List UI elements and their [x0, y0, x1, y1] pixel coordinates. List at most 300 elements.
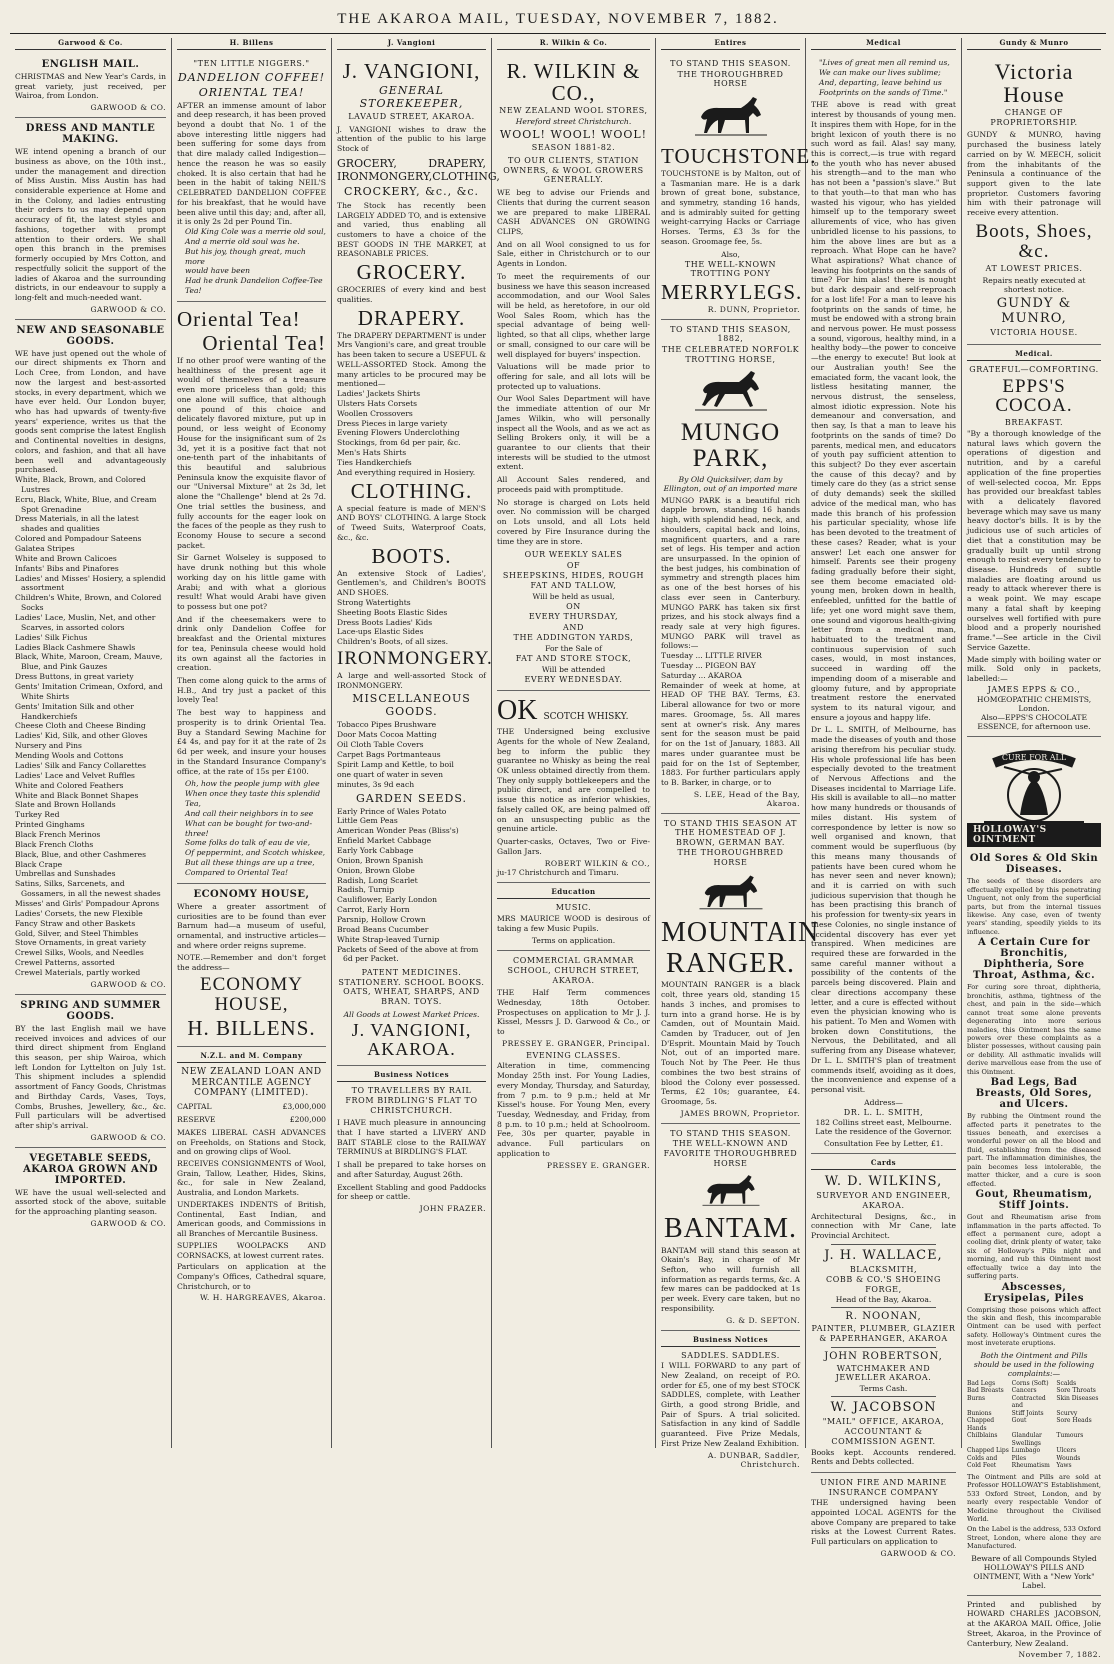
ad-body: WE have the usual well-selected and assorted stock of the above, suitable for the approaching planting season. [15, 1187, 166, 1217]
card-name: J. H. WALLACE, [824, 1247, 943, 1263]
schedule-item: Saturday ... AKAROA [661, 670, 742, 680]
section-drapery: DRAPERY. [357, 305, 466, 330]
table-cell: Wounds [1056, 1454, 1081, 1462]
table-row [967, 1395, 1101, 1410]
ad-body: I WILL FORWARD to any part of New Zealand, on receipt of P.O. order for £5, one of my best STOCK SADDLES, complete, with Leather Girth, a good strong Bridle, and Pair of Spurs. A trial solicited. Satisfaction in any kind of Saddle guaranteed. Five Prize Medals, First Prize New Zealand Exhibition. [661, 1361, 800, 1448]
list-item: Galatea Stripes [15, 544, 75, 554]
card-name: W. D. WILKINS, [824, 1174, 943, 1190]
ad-body: "By a thorough knowledge of the natural laws which govern the operations of digestion and nutrition, and by a careful application of the fine properties of well-selected cocoa, Mr. Epps has provided our breakfast tables with a delicately flavored beverage which may save us many heavy doctor's bills. It is by the judicious use of such articles of diet that a constitution may be gradually built up until strong enough to resist every tendency to disease. Hundreds of subtle maladies are floating around us ready to attack wherever there is a weak point. We may escape many a fatal shaft by keeping ourselves well fortified with pure blood and a properly nourished frame."—See article in the Civil Service Gazette. [967, 428, 1101, 652]
holloway-figure [967, 745, 1101, 847]
verse [177, 779, 326, 878]
horse-name: MUNGO PARK, [680, 419, 781, 473]
ad-body: The best way to happiness and prosperity is to drink Oriental Tea. Buy a Standard Sewing Machine for £4 4s, and pay for it at the rate of 2s 6d per week, and insure your houses in the Standard Insurance Company's office, at the rate of 15s per £100. [177, 708, 326, 776]
masthead-title: THE AKAROA MAIL, TUESDAY, NOVEMBER 7, 1882. [337, 11, 779, 27]
ad-signature: PRESSEY E. GRANGER. [546, 1160, 650, 1170]
table-cell: Piles [1011, 1454, 1027, 1462]
ad-signature: GARWOOD & CO. [880, 1548, 956, 1558]
misc-list [337, 720, 486, 789]
list-item: Mending Wools and Cottons [15, 751, 124, 761]
section-ironmongery: IRONMONGERY. [337, 648, 493, 670]
of: OF [566, 560, 581, 570]
lowest-prices: AT LOWEST PRICES. [985, 263, 1083, 273]
reserve-row [177, 1115, 326, 1125]
drapery-list [337, 389, 486, 478]
ad-title: MUSIC. [555, 903, 592, 913]
ad-signature-line: ju-17 Christchurch and Timaru. [497, 867, 619, 877]
ad-english-mail [15, 54, 166, 118]
ad-body: BANTAM will stand this season at Okain's Bay, in charge of Mr Sefton, who will furnish all information as regards terms, &c. A few mares can be paddocked at 1s per week. Every care taken, but no responsibility. [661, 1245, 800, 1313]
column-header: J. Vangioni [337, 38, 486, 50]
section-title: Bad Legs, Bad Breasts, Old Sores, and Ulcers. [975, 1077, 1093, 1111]
table-cell: Chapped Hands [967, 1417, 995, 1432]
card-title: COBB & CO.'S SHOEING FORGE, [825, 1275, 942, 1294]
ad-signature: R. DUNN, Proprietor. [707, 304, 800, 314]
ad-body: Made simply with boiling water or milk. Sold only in packets, labelled:— [967, 654, 1101, 683]
list-item: Onion, Brown Globe [337, 865, 415, 875]
schedule-item: Tuesday ... LITTLE RIVER [661, 651, 762, 661]
doctor-address: 182 Collins street east, Melbourne. [815, 1118, 952, 1128]
ad-body: All Account Sales rendered, and proceeds paid with promptitude. [497, 475, 650, 494]
boots-title: Boots, Shoes, &c. [975, 220, 1093, 262]
list-item: Black French Merinos [15, 829, 101, 839]
list-item: Cheese Cloth and Cheese Binding [15, 721, 146, 731]
ad-note: NOTE.—Remember and don't forget the address— [177, 953, 326, 973]
column-header: H. Billens [177, 38, 326, 50]
section-title: Old Sores & Old Skin Diseases. [969, 853, 1099, 876]
ad-body: THE undersigned having been appointed LOCAL AGENTS for the above Company are prepared to take risks at the Lowest Current Rates. Full particulars on application to [811, 1498, 956, 1547]
ad-body: The Ointment and Pills are sold at Professor HOLLOWAY'S Establishment, 533 Oxford Street, London, and by nearly every respectable Vendor of Medicine throughout the Civilised World. [967, 1472, 1101, 1523]
table-cell: Contracted and [1011, 1394, 1046, 1410]
horse-figure [661, 93, 800, 141]
ad-body: THE Undersigned being exclusive Agents for the whole of New Zealand, beg to inform the public they guarantee no Whisky as being the real OK unless obtained directly from them. They only supply bottlekeepers and the public direct, and are compelled to issue this notice as inferior whiskies, falsely called OK, are being palmed off on an unsuspecting public as the genuine article. [497, 727, 650, 834]
schedule-item: Tuesday ... PIGEON BAY [661, 661, 756, 671]
list-item: Early Prince of Wales Potato [337, 806, 447, 816]
ad-title: DRESS AND MANTLE MAKING. [25, 123, 156, 146]
ad-victoria-house [967, 54, 1101, 345]
ad-title: SPRING AND SUMMER GOODS. [20, 999, 161, 1022]
list-item: Black Crape [15, 859, 63, 869]
reserve-label: RESERVE [177, 1115, 216, 1125]
verse-line: We can make our lives sublime; [819, 67, 941, 77]
list-item: Children's White, Brown, and Colored Socks [15, 593, 162, 613]
list-item: Fancy Straw and other Baskets [15, 918, 136, 928]
card-title: WATCHMAKER AND JEWELLER AKAROA. [835, 1363, 932, 1383]
list-item: Ladies' Corsets, the new Flexible [15, 908, 143, 918]
complaints-table [967, 1380, 1101, 1470]
ad-body: MOUNTAIN RANGER is a black colt, three years old, standing 15 hands 3 inches, and promises to turn into a grand horse. He is by Camden, out of Mountain Maid. Camden by Traducer, out of Jen D'Esprit. Mountain Maid by Touch Not, out of an imported mare. Touch Not by The Peer. He thus combines the two best strains of blood the Colony ever possessed. Terms, £2 10s; guarantee, £4. Groomage, 5s. [661, 980, 800, 1107]
ad-body: To meet the requirements of our business we have this season increased accommodation, and our Wool Sales will be held, as heretofore, in our old Wool Sales Room, which has the special advantage of being well-lighted, so that all clips, whether large or small, consigned to our care will be well displayed for buyers' inspection. [497, 271, 650, 359]
ad-body: AFTER an immense amount of labor and deep research, it has been proved beyond a doubt that No. 1 of the above interesting little niggers had been suffering for some days from that dire malady called Indigestion—hence the reason he was so easily choked. It is also certain that had he been in the habit of taking NEIL'S CELEBRATED DANDELION COFFEE for his breakfast, that he would have been alive until this day; and, after all, it is only 2s 2d per Pound Tin. [177, 100, 327, 227]
dept-clothing: CLOTHING, [432, 169, 500, 183]
section-boots: BOOTS. [371, 543, 452, 568]
ad-title: TO TRAVELLERS BY RAIL FROM BIRDLING'S FLAT TO CHRISTCHURCH. [345, 1086, 478, 1115]
weekly-sales: OUR WEEKLY SALES [524, 550, 623, 560]
ad-signature: GARWOOD & CO. [90, 1132, 166, 1142]
list-item: Black French Cloths [15, 839, 94, 849]
cure-banner: CURE FOR ALL [1001, 753, 1067, 763]
list-item: Ties Handkerchiefs [337, 457, 412, 467]
fat-stock: FAT AND STORE STOCK, [515, 653, 632, 663]
list-item: Early York Cabbage [337, 845, 414, 855]
doctor-note: Late the residence of the Governor. [815, 1127, 952, 1137]
ad-body: MAKES LIBERAL CASH ADVANCES on Freeholds, on Stations and Stock, and on growing clips of Wool. [177, 1127, 326, 1157]
every-thursday: EVERY THURSDAY, [528, 612, 619, 622]
section-title: Abscesses, Erysipelas, Piles [984, 1281, 1084, 1304]
evening-title: EVENING CLASSES. [526, 1050, 621, 1060]
ad-subtitle: BREAKFAST. [1004, 418, 1064, 428]
table-cell: Lumbago [1011, 1447, 1041, 1455]
ad-body: WE beg to advise our Friends and Clients that during the current season we are prepared to make LIBERAL CASH ADVANCES ON GROWING CLIPS, [497, 188, 650, 236]
ad-signature: GARWOOD & CO. [90, 304, 166, 314]
also: Also, [721, 249, 740, 259]
columns [10, 38, 1106, 1660]
ad-title: ENGLISH MAIL. [41, 59, 140, 70]
verse-line: What can be bought for two-and-three! [185, 818, 313, 838]
column-gundy-munro [962, 38, 1106, 1660]
ad-signature: A. DUNBAR, Saddler, Christchurch. [707, 1450, 800, 1469]
ad-body: Excellent Stabling and good Paddocks for sheep or cattle. [337, 1182, 486, 1202]
on: ON [566, 601, 581, 611]
list-item: Carrot, Early Horn [337, 905, 410, 915]
ad-touchstone [661, 54, 817, 320]
pony-name: MERRYLEGS. [661, 279, 803, 304]
ad-grammar-school [497, 951, 650, 1174]
table-cell: Tumours [1056, 1432, 1084, 1440]
holloway-banner: HOLLOWAY'S OINTMENT [967, 823, 1101, 847]
table-cell: Corns (Soft) [1011, 1379, 1049, 1387]
breed: THE WELL-KNOWN AND FAVORITE THOROUGHBRED HORSE [663, 1139, 798, 1168]
table-cell: Bunions [967, 1409, 992, 1417]
list-item: Ladies' and Misses' Hosiery, a splendid assortment [15, 573, 166, 593]
table-cell: Yaws [1056, 1462, 1072, 1470]
epps-firm: JAMES EPPS & CO., [987, 684, 1081, 694]
ad-ten-little [177, 54, 326, 302]
goods-list [15, 475, 166, 978]
addington: THE ADDINGTON YARDS, [513, 633, 634, 643]
season-line: TO STAND THIS SEASON. [670, 59, 791, 68]
list-item: Onion, Brown Spanish [337, 855, 424, 865]
ad-saddles [661, 1331, 800, 1474]
ok-title-row [497, 695, 650, 727]
verse [177, 227, 326, 296]
table-row [967, 1455, 1101, 1463]
ad-body: Comprising those poisons which affect the skin and flesh, this incomparable Ointment can be used with perfect safety. Holloway's Ointment cures the most inveterate eruptions. [967, 1305, 1101, 1348]
list-item: Little Gem Peas [337, 816, 398, 826]
list-item: Sheeting Boots Elastic Sides [337, 607, 448, 617]
ad-signature: JAMES BROWN, Proprietor. [680, 1108, 800, 1118]
capital-label: CAPITAL [177, 1102, 212, 1112]
list-item: Crewel Materials, partly worked [15, 967, 141, 977]
ad-body: CHRISTMAS and New Year's Cards, in great variety, just received, per Wairoa, from London. [15, 72, 166, 101]
ad-body: TOUCHSTONE is by Malton, out of a Tasmanian mare. He is a dark brown of great bone, substance, and symmetry, standing 16 hands, and is admirably suited for getting weight-carrying Hacks or Carriage Horses. Terms, £3 3s for the season. Groomage fee, 5s. [661, 168, 800, 246]
list-item: Gold, Silver, and Steel Thimbles [15, 928, 139, 938]
season: SEASON 1881-82. [531, 142, 616, 152]
breed: THE THOROUGHBRED HORSE [677, 69, 784, 89]
ad-signature: GARWOOD & CO. [90, 1218, 166, 1228]
repairs: Repairs neatly executed at shortest notice. [982, 276, 1086, 295]
wool-heading: WOOL! WOOL! WOOL! [499, 127, 648, 141]
section-header: Cards [811, 1158, 956, 1170]
ad-body: Particulars on application at the Company's Offices, Cathedral square, Christchurch, or to [177, 1262, 326, 1291]
ad-body: THE Half Term commences Wednesday, 18th October. Prospectuses on application to Mr J. J. Kissel, Messrs J. D. Garwood & Co., or to [497, 988, 650, 1037]
section-title: A Certain Cure for Bronchitis, Diphtheria, Sore Throat, Asthma, &c. [972, 937, 1096, 982]
ad-signature: W. H. HARGREAVES, Akaroa. [199, 1293, 326, 1303]
list-item: Evening Flowers Underclothing [337, 428, 460, 438]
list-item: Gents' Imitation Silk and other Handkerchiefs [15, 701, 134, 721]
verse-line: "Lives of great men all remind us, [819, 58, 950, 67]
season-line: TO STAND THIS SEASON AT THE HOMESTEAD OF J. BROWN, GERMAN BAY. [663, 818, 798, 847]
list-item: Turkey Red [15, 810, 60, 820]
list-item: Crewel Silks, Wools, and Needles [15, 948, 144, 958]
masthead [10, 6, 1106, 34]
ad-title: Oriental Tea! [177, 306, 301, 331]
ad-signature: PRESSEY E. GRANGER, Principal. [501, 1038, 650, 1048]
ad-subtitle: CHANGE OF PROPRIETORSHIP. [990, 108, 1078, 127]
list-item: Radish, Long Scarlet [337, 875, 418, 885]
ad-oriental-tea [177, 302, 326, 884]
ad-subtitle: GENERAL STOREKEEPER, [359, 84, 464, 111]
ad-body: SUPPLIES WOOLPACKS AND CORNSACKS, at lowest current rates. [177, 1240, 326, 1260]
ad-body: For curing sore throat, diphtheria, bronchitis, asthma, tightness of the chest, and pain in the side—which cannot treat some alone prevents degenerating into more serious maladies, this Ointment has the same powers over these complaints as a blister possesses, without causing pain or debility. All asthmatic invalids will derive marvellous ease from the use of this Ointment. [967, 983, 1101, 1076]
ad-body: WE have just opened out the whole of our direct shipments ex Thorn and Loch Cree, from London, and have now the largest and best-assorted stocks, in every department, which we have ever held. Our London buyer, who has had upwards of twenty-five years' experience, writes us that the goods sent comprise the latest English and Continental novelties in designs, colors, and fashion, and that all have been well and advantageously purchased. [15, 348, 166, 475]
section-garden: GARDEN SEEDS. [355, 791, 468, 805]
card-title: ACCOUNTANT & COMMISSION AGENT. [831, 1427, 936, 1447]
list-item: Broad Beans Cucumber [337, 924, 429, 934]
ok-title: OK [497, 695, 538, 727]
card-name: JOHN ROBERTSON, [824, 1350, 943, 1362]
verse-line: Oh, how the people jump with glee [185, 779, 320, 789]
list-item: Woollen Crossovers [337, 408, 413, 418]
ad-wool-stores [497, 54, 650, 691]
ad-vangioni [337, 54, 500, 1066]
ad-body: And if the cheesemakers were to drink only Dandelion Coffee for breakfast and the Oriental mixtures for tea, Peninsula cheese would hold its own against all the factories in creation. [177, 614, 326, 673]
ad-body: I HAVE much pleasure in announcing that I have started a LIVERY AND BAIT STABLE close to the RAILWAY TERMINUS at BIRDLING'S FLAT. [337, 1118, 486, 1157]
verse-line: Compared to Oriental Tea! [185, 867, 289, 877]
ad-body: On the Label is the address, 533 Oxford Street, London, where alone they are Manufactured. [967, 1525, 1101, 1551]
reserve-value: £200,000 [289, 1115, 326, 1125]
list-item: Gents' Imitation Crimean, Oxford, and White Shirts [15, 682, 163, 701]
ad-title-repeat: Oriental Tea! [202, 331, 326, 355]
ad-title: EPPS'S COCOA. [995, 375, 1073, 417]
pony-line: THE WELL-KNOWN TROTTING PONY [684, 259, 777, 279]
ad-signature: GARWOOD & CO. [90, 979, 166, 989]
list-item: Tobacco Pipes Brushware [337, 720, 437, 730]
column-entires [656, 38, 820, 1469]
list-item: Dress Buttons, in great variety [15, 672, 134, 682]
list-item: Radish, Turnip [337, 885, 395, 895]
list-item: Ulsters Hats Corsets [337, 398, 418, 408]
horse-figure [661, 1172, 800, 1210]
table-cell: Ulcers [1056, 1447, 1077, 1455]
list-item: Dress Boots Ladies' Kids [337, 617, 433, 627]
list-item: Ladies' Lace, Muslin, Net, and other Scarves, in assorted colors [15, 613, 156, 632]
list-item: Slate and Brown Hollands [15, 800, 116, 810]
epps-also: Also—EPPS'S CHOCOLATE ESSENCE, for afternoon use. [977, 713, 1091, 732]
ad-economy-house [177, 884, 326, 1047]
capital-value: £3,000,000 [282, 1102, 326, 1112]
card-terms: Terms Cash. [859, 1383, 908, 1393]
section-header: Business Notices [661, 1335, 800, 1347]
table-row [967, 1447, 1101, 1455]
ad-title: SADDLES. SADDLES. [681, 1350, 780, 1360]
section-title: Gout, Rheumatism, Stiff Joints. [975, 1189, 1093, 1212]
list-item: Umbrellas and Sunshades [15, 869, 116, 879]
list-item: Ecru, Black, White, Blue, and Cream Spot Grenadine [15, 494, 157, 514]
list-item: Door Mats Cocoa Matting [337, 730, 437, 740]
economy-house-title: ECONOMY HOUSE, [199, 973, 304, 1015]
section-header: Education [497, 887, 650, 899]
list-item: Ladies' Silk Fichus [15, 632, 88, 642]
section-misc: MISCELLANEOUS GOODS. [352, 692, 471, 719]
ad-signature: GARWOOD & CO. [90, 103, 166, 113]
table-cell: Burns [967, 1394, 986, 1402]
travel-schedule [661, 651, 800, 681]
ad-body: The Stock has recently been LARGELY ADDED TO, and is extensive and varied, thus enabling all customers to have a choice of the BEST GOODS IN THE MARKET, at REASONABLE PRICES. [337, 200, 486, 259]
ad-body: Alteration in time, commencing Monday 25th inst. For Young Ladies, every Monday, Thursday, and Saturday, from 7 p.m. to 9 p.m.; held at Mr Kissel's house. For Young Men, every Tuesday, Wednesday, and Friday, from 8 p.m. to 10 p.m.; held at Schoolroom. Fee, 30s per quarter, payable in advance. Full particulars on application to [497, 1061, 650, 1158]
imprint-date: November 7, 1882. [1018, 1650, 1101, 1660]
table-cell: Cold Feet [967, 1462, 997, 1470]
ad-signature: ROBERT WILKIN & CO., [544, 858, 650, 868]
list-item: Crewel Patterns, assorted [15, 958, 115, 968]
list-item: And everything required in Hosiery. [337, 467, 476, 477]
list-item: Children's Boots, of all sizes. [337, 637, 449, 647]
firm-name: GUNDY & MUNRO, [996, 296, 1072, 327]
dept-drapery: DRAPERY, [428, 156, 486, 170]
ad-nz-loan [177, 1047, 326, 1308]
ad-dr-smith [811, 54, 956, 1154]
verse-line: When once they taste this splendid Tea, [185, 789, 321, 808]
horse-figure [661, 368, 800, 416]
verse-line: Some folks do talk of eau de vie, [185, 838, 310, 848]
list-item: Printed Ginghams [15, 820, 85, 830]
ad-extras: PATENT MEDICINES. STATIONERY. SCHOOL BOOKS. OATS, WHEAT, SHARPS, AND BRAN. TOYS. [338, 968, 485, 1007]
list-item: Spirit Lamp and Kettle, to boil [337, 759, 454, 769]
verse-line: Footprints on the sands of Time." [819, 87, 948, 97]
card-body: Architectural Designs, &c., in connection with Mr Cane, late Provincial Architect. [811, 1211, 956, 1240]
list-item: American Wonder Peas (Bliss's) [337, 826, 459, 836]
ad-body: Where a greater assortment of curiosities are to be found than ever Barnum had—a museum of useful, ornamental, and instructive articles—and where order reigns supreme. [177, 901, 326, 950]
table-cell: Skin Diseases [1056, 1394, 1099, 1402]
dept-row [337, 169, 500, 183]
ad-travellers [337, 1066, 486, 1218]
table-cell: Chilblains [967, 1432, 998, 1440]
printer-imprint: Printed and published by HOWARD CHARLES JACOBSON, at the AKAROA MAIL Office, Jolie Street, Akaroa, in the Province of Canterbury, New Zealand. [967, 1599, 1101, 1648]
list-item: Ladies' Kid, Silk, and other Gloves [15, 731, 148, 741]
list-item: one quart of water in seven [337, 769, 443, 779]
list-item: Packets of Seed of the above at from 6d per Packet. [337, 944, 479, 964]
verse-line: But all these things are up a tree, [185, 858, 315, 868]
list-item: Oil Cloth Table Covers [337, 740, 424, 750]
ad-union-insurance [811, 1473, 956, 1563]
ad-ok-whisky [497, 691, 650, 883]
list-item: Men's Hats Shirts [337, 448, 407, 458]
list-item: Dress Materials, in all the latest shades and qualities [15, 514, 139, 534]
section-grocery: GROCERY. [356, 260, 467, 285]
ad-title: ECONOMY HOUSE, [193, 888, 310, 900]
ad-body: BY the last English mail we have received invoices and advices of our third direct shipment from England this season, per ship Wairoa, which left London for Lyttelton on July 1st. This shipment includes a splendid assortment of Fancy Goods, Christmas and Birthday Cards, Vases, Toys, Combs, Brushes, Jewellery, &c., &c. Full particulars will be advertised after ship's arrival. [15, 1023, 166, 1131]
every-wednesday: EVERY WEDNESDAY. [524, 674, 623, 684]
trotting-horse-icon [691, 368, 771, 416]
ad-body: Gout and Rheumatism arise from inflammation in the parts affected. To effect a permanent cure, adopt a cooling diet, drink plenty of water, take six of Holloway's Pills night and morning, and rub this Ointment most effectually twice a day into the suffering parts. [967, 1213, 1101, 1281]
ad-title: J. VANGIONI, [342, 59, 481, 83]
ad-title: Victoria House [994, 59, 1074, 108]
table-cell: Colds and [967, 1454, 998, 1462]
list-item: Colored and Pompadour Sateens [15, 534, 142, 544]
boots-list [337, 598, 486, 647]
list-item: White Strap-leaved Turnip [337, 934, 440, 944]
list-item: Infants' Bibs and Pinafores [15, 563, 119, 573]
table-cell: Scalds [1056, 1379, 1077, 1387]
ad-kicker: GRATEFUL—COMFORTING. [969, 364, 1099, 374]
ad-body: Dr L. L. SMITH, of Melbourne, has made the diseases of youth and those arising therefrom his peculiar study. His whole professional life has been especially devoted to the treatment of Nervous Affections and the Diseases incidental to Marriage Life. His skill is available to all—no matter how many hundreds or thousands of miles distant. His system of correspondence by letter is now so well organised and known, that comment would be superfluous (by this means many thousands of patients have been cured whom he has never seen and never known); and it is carried on with such judicious supervision that though he has been practising this branch of his profession for twenty-six years in these Colonies, no single instance of accidental discovery has ever yet transpired. When medicines are required these are forwarded in the same careful manner without a possibility of the contents of the parcels being discovered. Plain and clear directions accompany these letter, and a cure is effected without even the physician knowing who is his patient. To Men and Women with broken down Constitutions, the Nervous, the Debilitated, and all suffering from any Disease whatever, Dr L. L. SMITH'S plan of treatment commends itself, avoiding as it does, the inconvenience and expense of a personal visit. [811, 725, 956, 1095]
table-row [967, 1417, 1101, 1432]
ad-body: The DRAPERY DEPARTMENT is under Mrs Vangioni's care, and great trouble has been taken to secure a USEFUL & WELL-ASSORTED Stock. Among the many articles to be procured may be mentioned— [337, 330, 486, 389]
ad-epps-cocoa [967, 345, 1101, 737]
list-item: White and Black Bonnet Shapes [15, 790, 139, 800]
list-item: minutes, 3s 9d each [337, 779, 415, 789]
table-cell: Gout [1011, 1417, 1027, 1425]
scotch-title: SCOTCH WHISKY. [543, 712, 629, 723]
capital-row [177, 1102, 326, 1112]
ad-vegetable-seeds [15, 1148, 166, 1233]
sheepskins: SHEEPSKINS, HIDES, ROUGH FAT AND TALLOW, [502, 571, 645, 590]
ad-body: GUNDY & MUNRO, having purchased the business lately carried on by W. MEECH, solicit from the inhabitants of the Peninsula a continuance of the support given to the late proprietor. Customers favoring him with their patronage will receive every attention. [967, 130, 1101, 218]
list-item: Carpet Bags Portmanteaus [337, 750, 441, 760]
ad-body: THE above is read with great interest by thousands of young men. It inspires them with Hope, for in the bright lexicon of youth there is no such word as fail. Alas! say many, this is correct,—is true with regard to the youth who has never abused his strength—and to the man who has not been a "passion's slave." But to that youth—to that man who has wasted his vigour, who has yielded himself up to the temporary sweet allurements of vice, who has given unbridled license to his passions, to him the above lines are but as a reproach. What Hope can he have? What aspirations? What chance of leaving his footprints on the sands of time? For him alas! there is nought but dark despair and self-reproach for a lost life! For a man to leave his footprints on the sands of time, he must be endowed with a strong brain and nervous power. He must possess a sound, vigorous, healthy mind, in a healthy body—the power to conceive—the energy to execute! But look at our Australian youth! See the emaciated form, the vacant look, the listless hesitating manner, the nervous distrust, the senseless, almost idiotic expression. Note his demeanour and conversation, and then say, Is that a man to leave his footprints on the sands of time? Do parents, medical men, and educators of youth pay sufficient attention to this subject? Do they ever ascertain the cause of this decay? and by timely care do they (as a strict sense of duty demands) seek the skilled advice of the medical man, who has made this branch of his profession his particular speciality, whose life has been devoted to the treatment of these cases? Reader, what is your answer! Let each one answer for himself. Parents see their progeny fading gradually before their sight, see them become emaciated old-young men, broken down in health, enfeebled, unfitted for the battle of life; yet one word might save them, one sound and vigorous health-giving letter from a medical man, habituated to the treatment and continuous supervision of such cases, would, in most instances, succeed in warding off the impending doom of a miserable and gloomy future, and by appropriate treatment restore the enervated system to its natural vigour, and ensure a joyous and happy life. [811, 100, 956, 722]
horse-pedigree: By Old Quicksilver, dam by Ellington, out of an imported mare [663, 474, 798, 493]
consultation-fee: Consultation Fee by Letter, £1. [823, 1139, 944, 1149]
ad-body: The seeds of these disorders are effectually expelled by this penetrating Unguent, not only from the superficial parts, but from the internal tissues likewise. Any case, even of twenty years' standing, speedily yields to its influence. [967, 877, 1101, 936]
ad-body: MRS MAURICE WOOD is desirous of taking a few Music Pupils. [497, 913, 650, 933]
card-name: R. NOONAN, [845, 1311, 922, 1323]
list-item: Strong Watertights [337, 597, 411, 607]
ad-body: Remainder of week at home, at HEAD OF THE BAY. Terms, £3. Liberal allowance for two or more mares. Groomage, 5s. All mares sent at owner's risk. Any mares sent for the season must be paid for on the 1st of January, 1883. All mares under guarantee must be paid for on the 1st of September, 1883. For further particulars apply to B. Barker, in charge, or to [661, 680, 800, 787]
verse-line: would have been [185, 266, 251, 276]
ad-title: NEW ZEALAND LOAN AND MERCANTILE AGENCY COMPANY (LIMITED). [181, 1066, 322, 1099]
column-header: R. Wilkin & Co. [497, 38, 650, 50]
to-clients: TO OUR CLIENTS, STATION OWNERS, & WOOL GROWERS GENERALLY. [503, 156, 644, 185]
list-item: Ladies Black Cashmere Shawls [15, 642, 136, 652]
ad-address: Hereford street Christchurch. [515, 116, 632, 126]
list-item: Dress Pieces in large variety [337, 418, 448, 428]
card-body: Books kept. Accounts rendered. Rents and Debts collected. [811, 1447, 956, 1467]
epps-chemists: HOMŒOPATHIC CHEMISTS, London. [976, 695, 1092, 714]
table-row [967, 1380, 1101, 1388]
verse-line: And, departing, leave behind us [819, 77, 942, 87]
both-note: Both the Ointment and Pills should be used in the following complaints:— [973, 1350, 1095, 1378]
ad-body: A large and well-assorted Stock of IRONMONGERY. [337, 671, 486, 690]
ad-note: All Goods at Lowest Market Prices. [343, 1009, 480, 1019]
ad-bantam [661, 1124, 800, 1331]
horse-icon [699, 1172, 763, 1210]
card-address: Head of the Bay, Akaroa. [835, 1295, 932, 1305]
garden-list [337, 807, 486, 965]
column-header: Entires [661, 38, 800, 50]
column-billens [172, 38, 332, 1448]
ad-spring-summer [15, 995, 166, 1148]
table-cell: Rheumatism [1011, 1462, 1050, 1470]
list-item: Nursery and Pins [15, 741, 82, 751]
table-cell: Stiff Joints [1011, 1409, 1044, 1417]
ad-body: UNDERTAKES INDENTS of British, Continental, East Indian, and American goods, and Commissions in all Branches of Mercantile Business. [177, 1199, 326, 1239]
ad-body: WE intend opening a branch of our business as above, on the 10th inst., under the management and direction of Miss Austin. Miss Austin has had considerable experience at Home and in the Colony, and ladies entrusting their orders to us may depend upon accuracy of fit, the latest styles and fashions, together with prompt attention to their orders. We shall open this branch in the premises formerly occupied by Mrs Cotton, and respectfully solicit the support of the ladies of Akaroa and the surrounding districts, in our endeavour to supply a long-felt and much-needed want. [15, 147, 166, 302]
ad-cards [811, 1154, 956, 1473]
horse-name-2: RANGER. [665, 948, 796, 980]
ad-body: J. VANGIONI wishes to draw the attention of the public to his large Stock of [337, 124, 486, 154]
ad-body: Quarter-casks, Octaves, Two or Five-Gallon Jars. [497, 837, 650, 856]
ad-signature: G. & D. SEFTON. [726, 1315, 800, 1325]
card-name: W. JACOBSON [830, 1399, 937, 1415]
